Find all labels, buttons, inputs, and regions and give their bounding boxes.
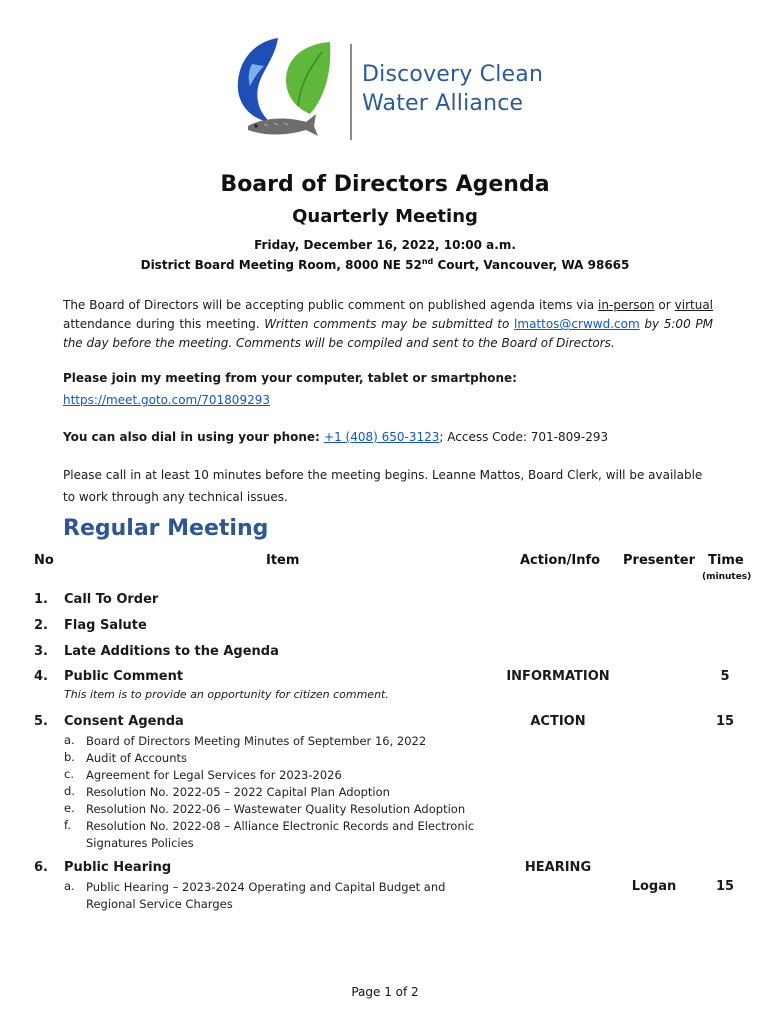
row-time: 15 bbox=[715, 879, 735, 894]
header-action: Action/Info bbox=[520, 553, 601, 568]
sub-item-text: Board of Directors Meeting Minutes of September 16, 2022 bbox=[86, 734, 427, 748]
row-note: This item is to provide an opportunity for citizen comment. bbox=[64, 688, 389, 701]
document-title: Board of Directors Agenda bbox=[220, 172, 550, 197]
meeting-date: Friday, December 16, 2022, 10:00 a.m. bbox=[254, 238, 516, 252]
row-action: ACTION bbox=[530, 714, 586, 729]
sub-item-text: Agreement for Legal Services for 2023-2026 bbox=[86, 768, 342, 782]
phone-link[interactable]: +1 (408) 650-3123 bbox=[324, 430, 440, 444]
sub-item-text: Public Hearing – 2023-2024 Operating and Capital Budget and Regional Service Charges bbox=[86, 880, 446, 911]
row-action: INFORMATION bbox=[506, 669, 610, 684]
intro-paragraph: The Board of Directors will be accepting public comment on published agenda items via in-person or virtual attendance during this meeting. Written comments may be submitted to lmattos@crwwd.com by 5:00 PM the day before the meeting. Comments will be compiled and sent to the Board of Directors. bbox=[63, 298, 714, 350]
alliance-logo bbox=[234, 34, 332, 148]
in-person-link[interactable]: in-person bbox=[598, 298, 655, 312]
row-number: 4. bbox=[34, 669, 48, 684]
logo-green-leaf bbox=[286, 42, 330, 114]
row-number: 6. bbox=[34, 860, 48, 875]
sub-item-letter: a. bbox=[64, 879, 75, 893]
meeting-location: District Board Meeting Room, 8000 NE 52nd Court, Vancouver, WA 98665 bbox=[140, 257, 630, 272]
document-subtitle: Quarterly Meeting bbox=[292, 206, 478, 227]
row-number: 1. bbox=[34, 592, 48, 607]
row-item: Public Comment bbox=[64, 669, 184, 684]
logo-text-line1: Discovery Clean bbox=[362, 62, 544, 87]
email-link[interactable]: lmattos@crwwd.com bbox=[514, 317, 640, 331]
row-item: Public Hearing bbox=[64, 860, 172, 875]
row-time: 5 bbox=[720, 669, 730, 684]
sub-item-text: Resolution No. 2022-08 – Alliance Electronic Records and Electronic Signatures Policies bbox=[86, 819, 475, 850]
virtual-link[interactable]: virtual bbox=[674, 298, 714, 312]
join-heading: Please join my meeting from your computer, tablet or smartphone: bbox=[63, 371, 517, 385]
sub-item-text: Resolution No. 2022-05 – 2022 Capital Plan Adoption bbox=[86, 785, 390, 799]
logo-blue-leaf bbox=[238, 38, 278, 122]
row-item: Consent Agenda bbox=[64, 714, 184, 729]
sub-item-text: Audit of Accounts bbox=[86, 751, 187, 765]
header-presenter: Presenter bbox=[623, 553, 696, 568]
dial-in-row: You can also dial in using your phone: +1 (408) 650-3123; Access Code: 701-809-293 bbox=[63, 430, 609, 444]
row-item: Flag Salute bbox=[64, 618, 147, 633]
sub-item-letter: b. bbox=[64, 750, 75, 764]
sub-item-letter: e. bbox=[64, 801, 75, 815]
header-item: Item bbox=[266, 553, 300, 568]
row-item: Late Additions to the Agenda bbox=[64, 644, 279, 659]
row-time: 15 bbox=[715, 714, 735, 729]
row-action: HEARING bbox=[524, 860, 592, 875]
header-time: Time bbox=[708, 553, 744, 568]
join-url-row bbox=[63, 391, 713, 410]
sub-item-letter: d. bbox=[64, 784, 75, 798]
row-item: Call To Order bbox=[64, 592, 159, 607]
sub-item-text: Resolution No. 2022-06 – Wastewater Quality Resolution Adoption bbox=[86, 802, 466, 816]
page-number: Page 1 of 2 bbox=[351, 985, 419, 999]
header-no: No bbox=[34, 553, 54, 568]
header-time-unit: (minutes) bbox=[702, 572, 752, 582]
row-number: 2. bbox=[34, 618, 48, 633]
sub-item-letter: f. bbox=[64, 818, 71, 832]
sub-item-letter: a. bbox=[64, 733, 75, 747]
row-number: 5. bbox=[34, 714, 48, 729]
logo-text-line2: Water Alliance bbox=[362, 91, 524, 116]
call-in-note: Please call in at least 10 minutes before the meeting begins. Leanne Mattos, Board Clerk, will be available to work through any technical issues. bbox=[63, 468, 703, 504]
meeting-url-link[interactable]: https://meet.goto.com/701809293 bbox=[63, 393, 270, 407]
row-number: 3. bbox=[34, 644, 48, 659]
section-title: Regular Meeting bbox=[63, 516, 269, 541]
logo-divider bbox=[350, 44, 352, 140]
row-presenter: Logan bbox=[631, 879, 677, 894]
sub-item-letter: c. bbox=[64, 767, 74, 781]
